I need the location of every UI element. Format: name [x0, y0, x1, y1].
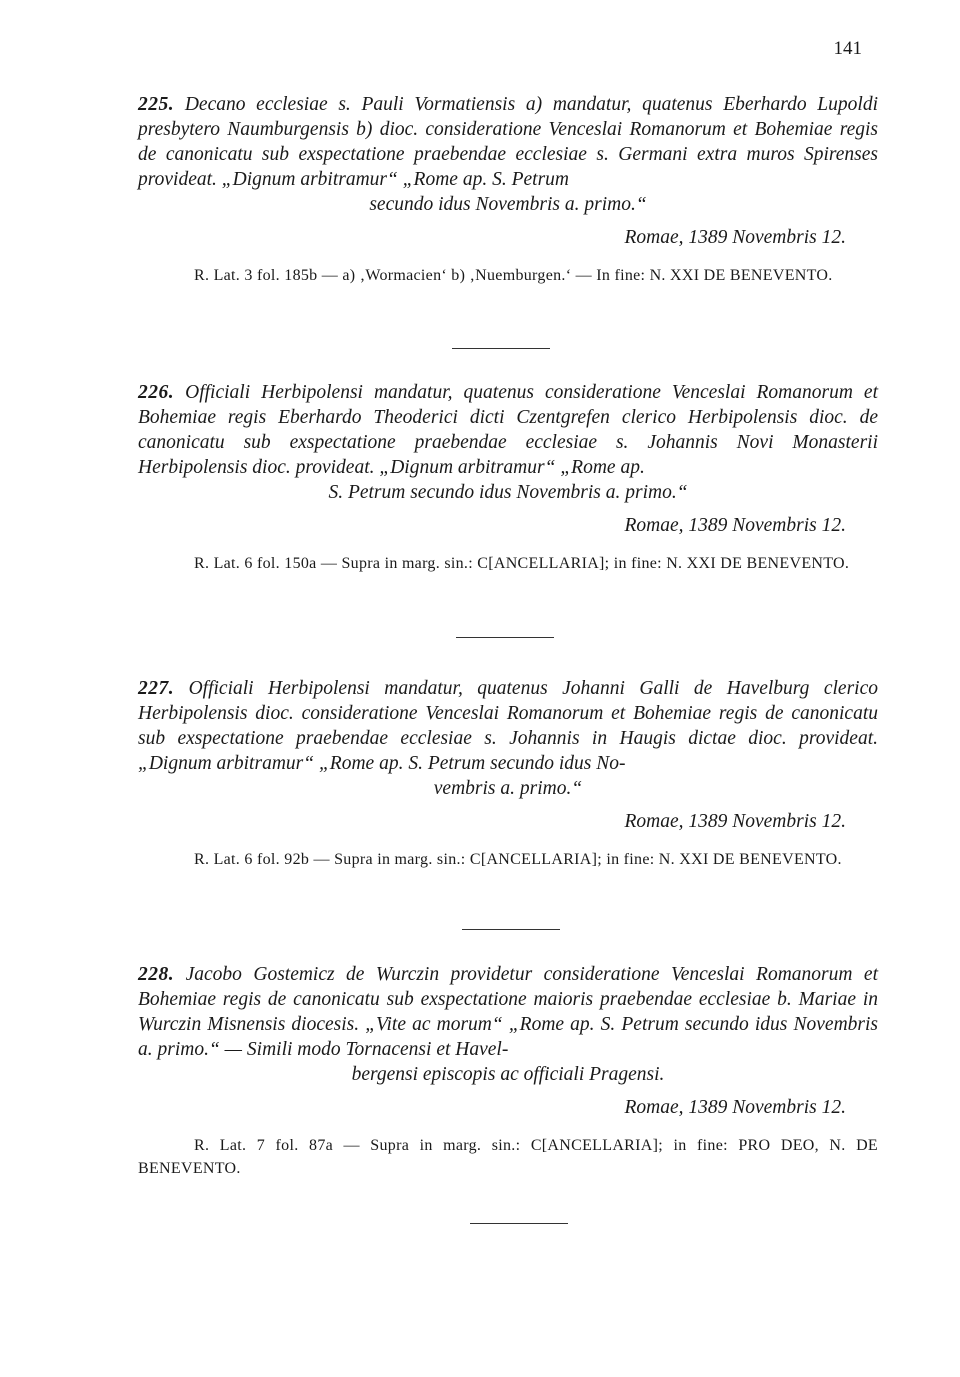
entry-225	[138, 92, 878, 287]
page-number: 141	[833, 38, 862, 59]
entry-number: 227.	[138, 678, 175, 699]
entry-text-tail: bergensi episcopis ac officiali Pragensi.	[351, 1064, 665, 1085]
entry-body: Jacobo Gostemicz de Wurczin providetur consideratione Venceslai Romanorum et Bohemiae regis de canonicatu sub exspectatione maioris praebendae ecclesiae b. Mariae in Wurczin Misnensis diocesis. „Vite ac morum“ „Rome ap. S. Petrum secundo idus Novembris a. primo.“ — Simili modo Tornacensi et Havel-	[138, 964, 879, 1060]
entry-text	[138, 380, 878, 480]
entry-228	[138, 962, 878, 1180]
entry-note: R. Lat. 6 fol. 92b — Supra in marg. sin.: C[ANCELLARIA]; in fine: N. XXI DE BENEVENTO.	[194, 851, 842, 868]
entry-note: R. Lat. 6 fol. 150a — Supra in marg. sin.: C[ANCELLARIA]; in fine: N. XXI DE BENEVENTO.	[194, 555, 850, 572]
entry-date: Romae, 1389 Novembris 12.	[624, 227, 846, 248]
entry-body: Officiali Herbipolensi mandatur, quatenus consideratione Venceslai Romanorum et Bohemiae regis Eberhardo Theoderici dicti Czentgrefen clerico Herbipolensis dioc. de canonicatu sub exspectatione praebendae ecclesiae s. Johannis Novi Monasterii Herbipolensis dioc. provideat. „Dignum arbitramur“ „Rome ap.	[138, 382, 878, 478]
divider	[456, 637, 554, 638]
entry-226	[138, 380, 878, 575]
entry-date: Romae, 1389 Novembris 12.	[624, 1097, 846, 1118]
divider	[470, 1223, 568, 1224]
entry-body: Decano ecclesiae s. Pauli Vormatiensis a) mandatur, quatenus Eberhardo Lupoldi presbytero Naumburgensis b) dioc. consideratione Venceslai Romanorum et Bohemiae regis de canonicatu sub exspectatione praebendae ecclesiae s. Germani extra muros Spirenses provideat. „Dignum arbitramur“ „Rome ap. S. Petrum	[138, 94, 878, 190]
entry-number: 225.	[138, 94, 175, 115]
entry-number: 228.	[138, 964, 175, 985]
divider	[462, 929, 560, 930]
entry-text	[138, 962, 878, 1062]
entry-text	[138, 676, 878, 776]
entry-body: Officiali Herbipolensi mandatur, quatenus Johanni Galli de Havelburg clerico Herbipolensis dioc. consideratione Venceslai Romanorum et Bohemiae regis de canonicatu sub exspectatione praebendae ecclesiae s. Johannis in Haugis dictae dioc. provideat. „Dignum arbitramur“ „Rome ap. S. Petrum secundo idus No-	[138, 678, 878, 774]
entry-text-tail: vembris a. primo.“	[433, 778, 583, 799]
divider	[452, 348, 550, 349]
entry-text-tail: secundo idus Novembris a. primo.“	[369, 194, 647, 215]
entry-227	[138, 676, 878, 871]
entry-number: 226.	[138, 382, 175, 403]
entry-date: Romae, 1389 Novembris 12.	[624, 811, 846, 832]
entry-text	[138, 92, 878, 192]
entry-date: Romae, 1389 Novembris 12.	[624, 515, 846, 536]
entry-note: R. Lat. 7 fol. 87a — Supra in marg. sin.: C[ANCELLARIA]; in fine: PRO DEO, N. DE BENEVENTO.	[138, 1137, 878, 1177]
entry-text-tail: S. Petrum secundo idus Novembris a. primo.“	[328, 482, 688, 503]
entry-note: R. Lat. 3 fol. 185b — a) ‚Wormacien‘ b) ‚Nuemburgen.‘ — In fine: N. XXI DE BENEVENTO.	[194, 267, 833, 284]
